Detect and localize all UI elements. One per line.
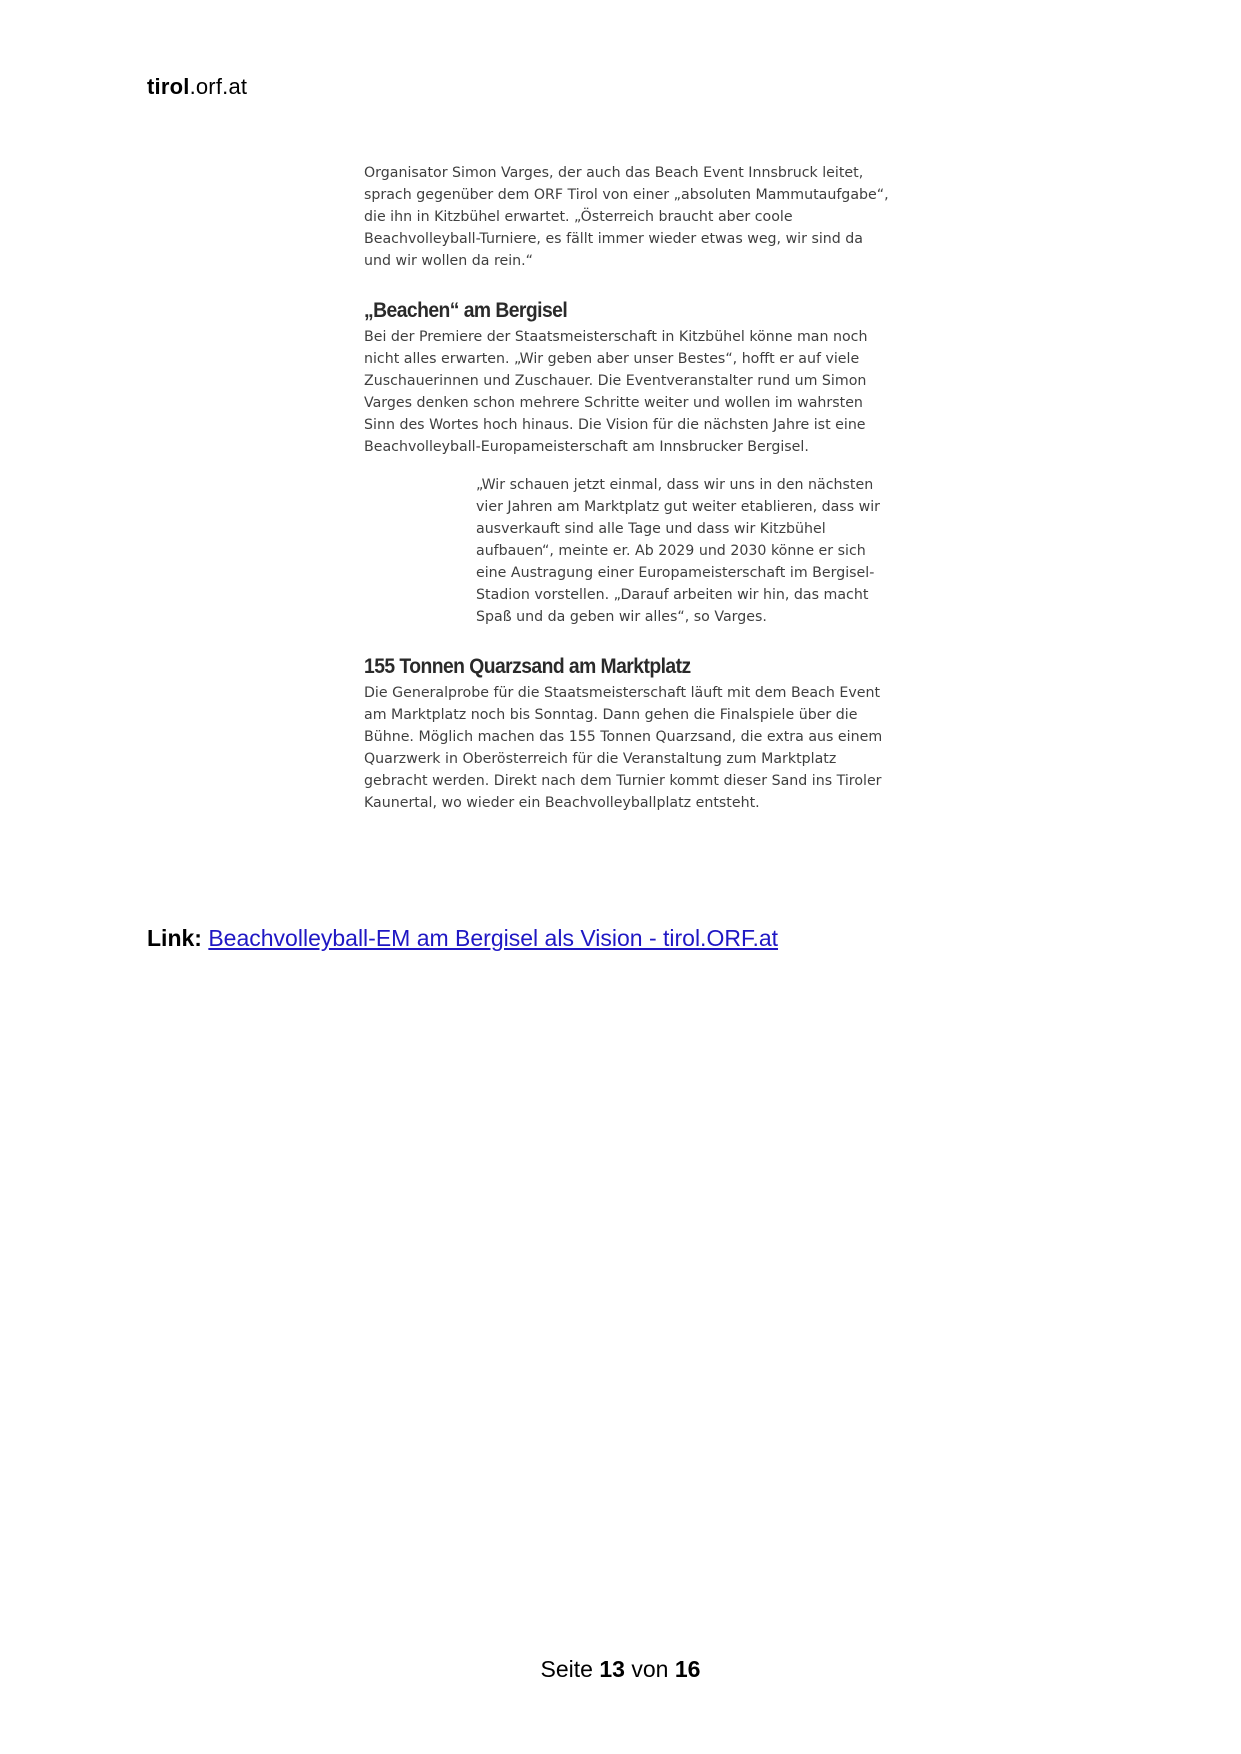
footer-prefix: Seite <box>540 1656 593 1682</box>
source-link-line <box>147 925 778 952</box>
link-label: Link: <box>147 925 202 951</box>
footer-middle: von <box>631 1656 669 1682</box>
source-link[interactable]: Beachvolleyball-EM am Bergisel als Vision - tirol.ORF.at <box>208 925 779 951</box>
footer-page-total: 16 <box>674 1656 701 1682</box>
article-heading-1: „Beachen“ am Bergisel <box>364 299 568 322</box>
article-paragraph-3: Die Generalprobe für die Staatsmeisterschaft läuft mit dem Beach Event am Marktplatz noch bis Sonntag. Dann gehen die Finalspiele über die Bühne. Möglich machen das 155 Tonnen Quarzsand, die extra aus einem Quarzwerk in Oberösterreich für die Veranstaltung zum Marktplatz gebracht werden. Direkt nach dem Turnier kommt dieser Sand ins Tiroler Kaunertal, wo wieder ein Beachvolleyballplatz entsteht. <box>364 685 883 811</box>
footer-page-number: 13 <box>599 1656 625 1682</box>
article-quote: „Wir schauen jetzt einmal, dass wir uns in den nächsten vier Jahren am Marktplatz gut weiter etablieren, dass wir ausverkauft sind alle Tage und dass wir Kitzbühel aufbauen“, meinte er. Ab 2029 und 2030 könne er sich eine Austragung einer Europameisterschaft im Bergisel-Stadion vorstellen. „Darauf arbeiten wir hin, das macht Spaß und da geben wir alles“, so Varges. <box>476 477 880 625</box>
article-screenshot <box>364 162 894 814</box>
site-header <box>147 74 247 100</box>
article-paragraph-2: Bei der Premiere der Staatsmeisterschaft in Kitzbühel könne man noch nicht alles erwarten. „Wir geben aber unser Bestes“, hofft er auf viele Zuschauerinnen und Zuschauer. Die Eventveranstalter rund um Simon Varges denken schon mehrere Schritte weiter und wollen im wahrsten Sinn des Wortes hoch hinaus. Die Vision für die nächsten Jahre ist eine Beachvolleyball-Europameisterschaft am Innsbrucker Bergisel. <box>364 329 868 455</box>
site-name-rest: .orf.at <box>189 74 248 99</box>
site-name-bold: tirol <box>147 74 190 99</box>
page-footer <box>0 1656 1241 1683</box>
article-heading-2: 155 Tonnen Quarzsand am Marktplatz <box>364 655 691 678</box>
article-paragraph-1: Organisator Simon Varges, der auch das Beach Event Innsbruck leitet, sprach gegenüber dem ORF Tirol von einer „absoluten Mammutaufgabe“, die ihn in Kitzbühel erwartet. „Österreich braucht aber coole Beachvolleyball-Turniere, es fällt immer wieder etwas weg, wir sind da und wir wollen da rein.“ <box>364 165 889 269</box>
